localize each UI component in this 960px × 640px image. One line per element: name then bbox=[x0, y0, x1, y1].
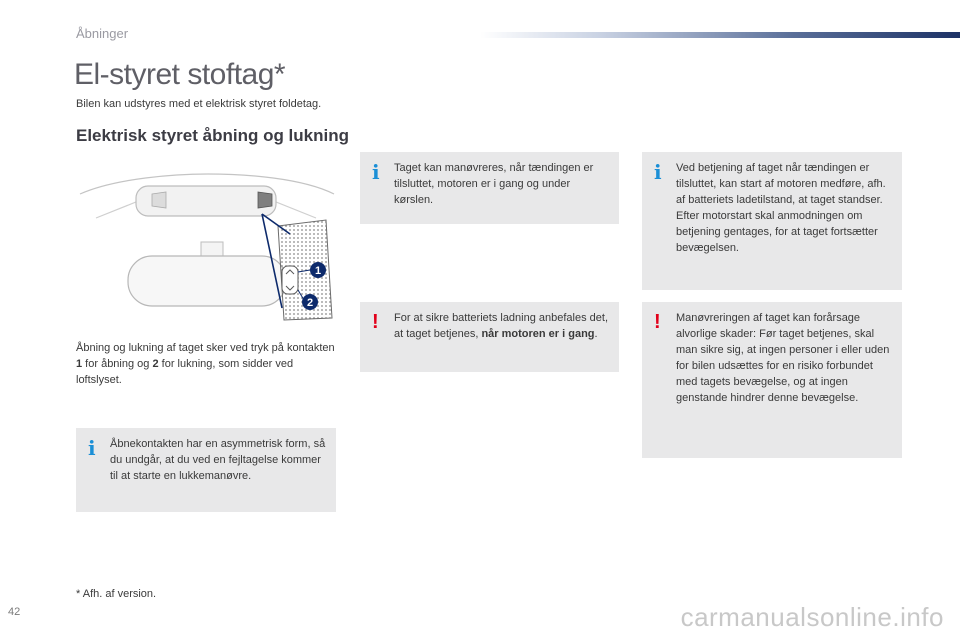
svg-text:1: 1 bbox=[314, 265, 322, 277]
page-number: 42 bbox=[8, 606, 21, 618]
section-heading: Elektrisk styret åbning og lukning bbox=[76, 126, 349, 145]
page-title: El-styret stoftag* bbox=[74, 58, 286, 91]
switch-number-2: 2 bbox=[152, 358, 159, 370]
warning-icon: ! bbox=[372, 311, 379, 333]
operation-description: Åbning og lukning af taget sker ved tryk på kontakten 1 for åbning og 2 for lukning, som sidder ved loftslyset. bbox=[76, 342, 335, 386]
svg-text:2: 2 bbox=[306, 297, 314, 309]
callout-1 bbox=[310, 262, 326, 278]
callout-2 bbox=[302, 294, 318, 310]
watermark: carmanualsonline.info bbox=[680, 602, 944, 632]
switch-number-1: 1 bbox=[76, 358, 83, 370]
info-icon: i bbox=[372, 160, 380, 184]
header-bar bbox=[480, 32, 960, 38]
roof-switch-illustration bbox=[76, 168, 340, 328]
info-icon: i bbox=[654, 160, 662, 184]
page-subtitle: Bilen kan udstyres med et elektrisk styret foldetag. bbox=[76, 98, 322, 110]
info-icon: i bbox=[88, 436, 96, 460]
info-note-asymmetric: i Åbnekontakten har en asymmetrisk form, så du undgår, at du ved en fejltagelse kommer til at starte en lukkemanøvre. bbox=[76, 428, 336, 512]
warning-icon: ! bbox=[654, 311, 661, 333]
info-note-engine-start: i Ved betjening af taget når tændingen er tilsluttet, kan start af motoren medføre, afh. af batteriets ladetilstand, at taget standser. Efter motorstart skal anmodningen om betjening gentages, for at taget fortsætter bevægelsen. bbox=[642, 152, 902, 290]
warning-note-damage: ! Manøvreringen af taget kan forårsage alvorlige skader: Før taget betjenes, skal man sikre sig, at ingen personer i eller uden for bilen udsættes for en risiko forbundet med tagets bevægelse, og at ingen genstande hindrer denne bevægelse. bbox=[642, 302, 902, 458]
footnote: * Afh. af version. bbox=[76, 588, 157, 600]
info-note-ignition: i Taget kan manøvreres, når tændingen er tilsluttet, motoren er i gang og under kørslen. bbox=[360, 152, 619, 224]
section-title: Åbninger bbox=[76, 26, 129, 41]
warning-note-battery: ! For at sikre batteriets ladning anbefales det, at taget betjenes, når motoren er i gang. bbox=[360, 302, 619, 372]
